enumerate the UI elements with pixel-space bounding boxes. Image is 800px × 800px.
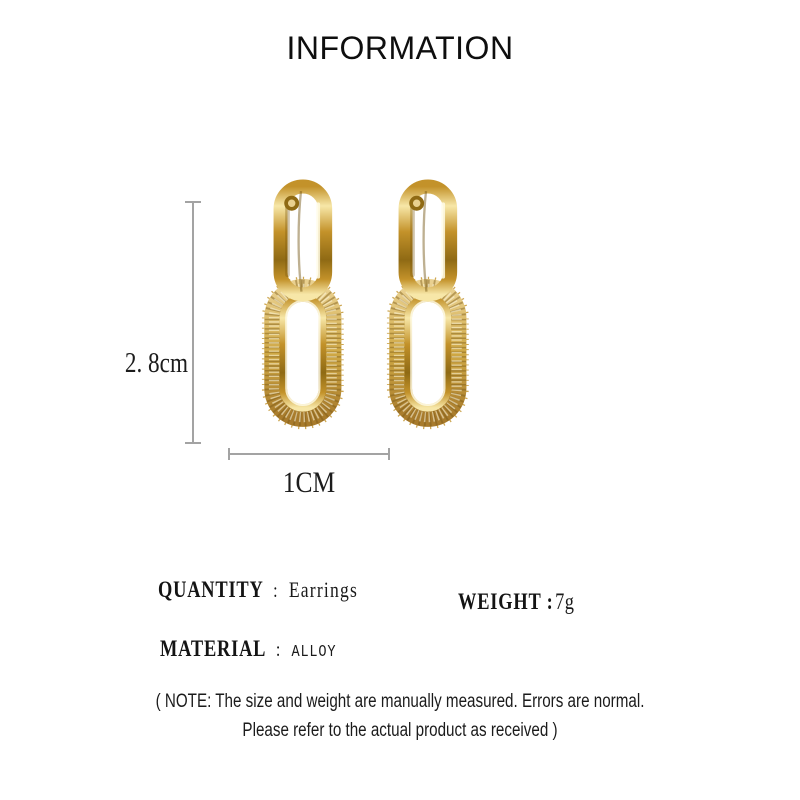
spec-row-quantity — [158, 577, 358, 603]
quantity-label: QUANTITY — [158, 577, 264, 602]
page-title: INFORMATION — [286, 30, 514, 66]
material-separator: : — [275, 639, 281, 661]
disclaimer-line-2: Please refer to the actual product as received ) — [242, 720, 558, 741]
width-dimension-line — [228, 453, 390, 455]
weight-value: 7g — [555, 589, 575, 614]
weight-label: WEIGHT : — [458, 589, 554, 614]
height-dimension-label: 2. 8cm — [124, 347, 188, 379]
earring-left-image — [274, 187, 332, 418]
material-label: MATERIAL — [160, 636, 267, 661]
material-value: ALLOY — [291, 643, 337, 662]
quantity-separator: : — [273, 580, 278, 602]
height-dimension-line — [192, 201, 194, 444]
width-dimension-label: 1CM — [282, 466, 336, 499]
earrings-photo — [225, 168, 515, 458]
quantity-value: Earrings — [288, 577, 359, 602]
disclaimer-line-1: ( NOTE: The size and weight are manually measured. Errors are normal. — [155, 691, 645, 712]
spec-row-weight — [458, 589, 574, 615]
disclaimer-note — [80, 687, 720, 745]
spec-row-material — [160, 636, 336, 662]
earring-right-image — [399, 187, 457, 418]
